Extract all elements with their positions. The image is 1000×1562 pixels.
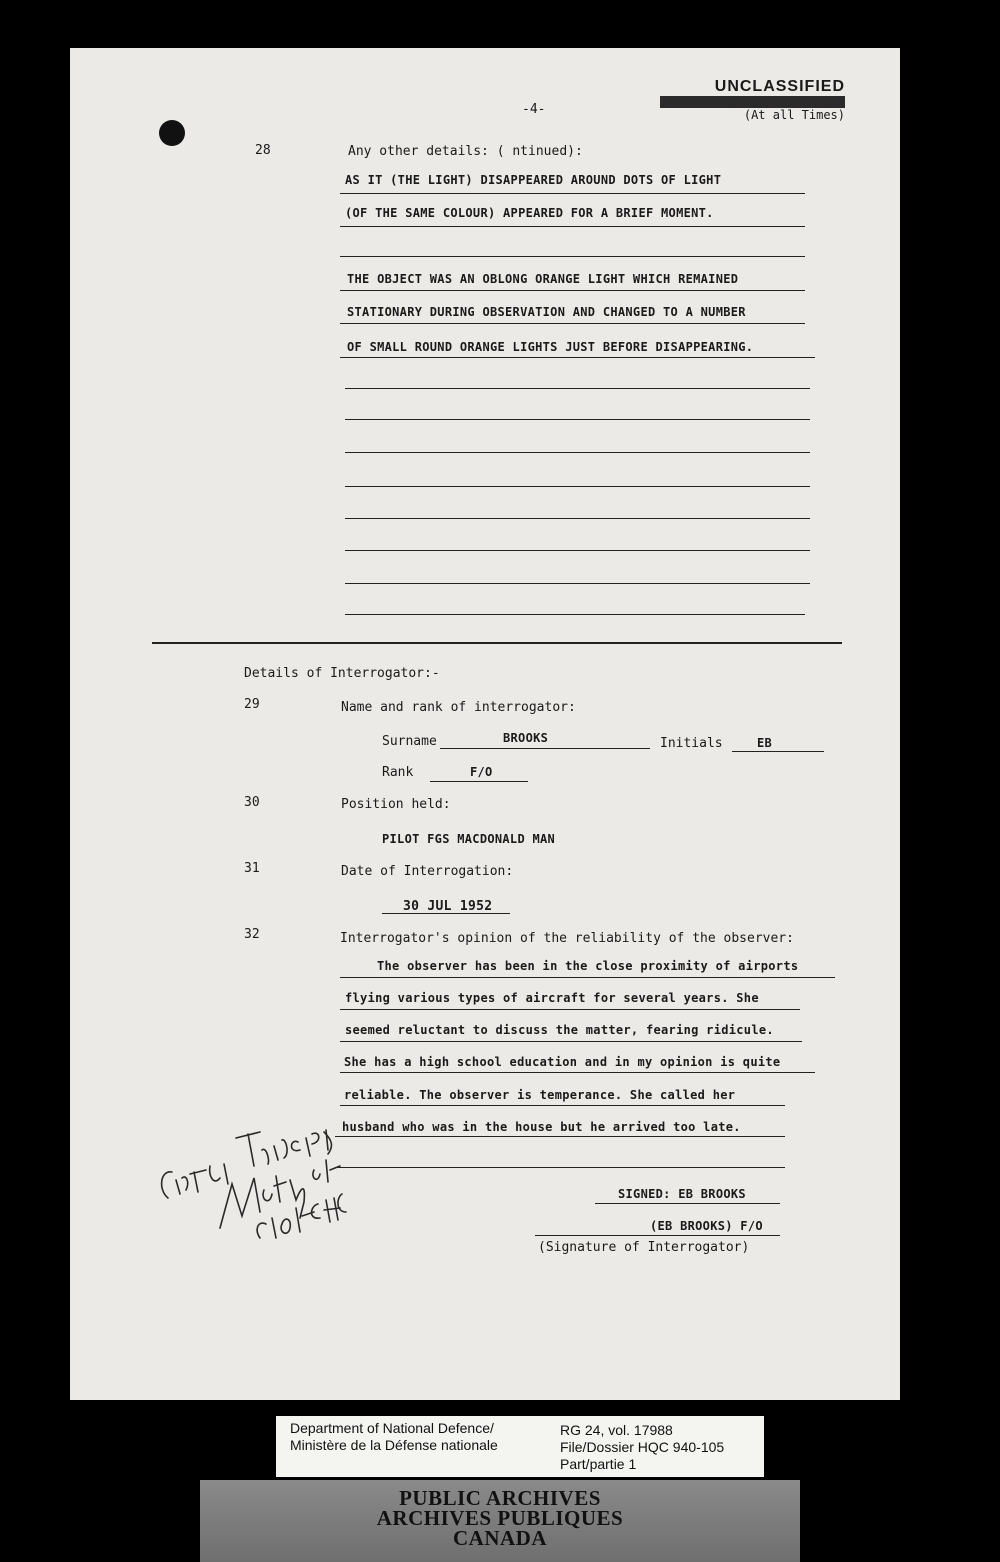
classification-struck: C O N F I D E N T I A L — [660, 96, 845, 108]
item-28-label: Any other details: ( ntinued): — [348, 144, 583, 159]
punch-hole — [159, 120, 185, 146]
item-29-number: 29 — [244, 697, 260, 712]
interrogation-date: 30 JUL 1952 — [403, 899, 493, 914]
classification-label: UNCLASSIFIED — [714, 78, 845, 95]
initials-value: EB — [757, 736, 773, 750]
department-french: Ministère de la Défense nationale — [290, 1437, 498, 1453]
answer-line — [340, 323, 805, 324]
item-31-label: Date of Interrogation: — [341, 864, 514, 879]
printed-name: (EB BROOKS) F/O — [650, 1219, 763, 1233]
answer-line — [340, 290, 805, 291]
page-number: -4- — [522, 102, 546, 117]
initials-label: Initials — [660, 736, 723, 751]
archive-part: Part/partie 1 — [560, 1456, 637, 1472]
opinion-line-6: husband who was in the house but he arrived too late. — [342, 1120, 741, 1134]
stamp-line-1: PUBLIC ARCHIVES — [399, 1486, 601, 1510]
item-32-number: 32 — [244, 927, 260, 942]
item-28-line-1: AS IT (THE LIGHT) DISAPPEARED AROUND DOTS OF LIGHT — [345, 173, 722, 187]
answer-line — [340, 357, 815, 358]
archive-reference-label — [276, 1416, 764, 1477]
initials-line — [732, 751, 824, 752]
answer-line — [340, 226, 805, 227]
stamp-line-3: CANADA — [453, 1526, 547, 1550]
answer-line — [345, 486, 810, 487]
item-28-line-3: THE OBJECT WAS AN OBLONG ORANGE LIGHT WHICH REMAINED — [347, 272, 739, 286]
date-line — [382, 913, 510, 914]
answer-line — [340, 977, 835, 978]
opinion-line-3: seemed reluctant to discuss the matter, fearing ridicule. — [345, 1023, 774, 1037]
archive-record-group: RG 24, vol. 17988 — [560, 1422, 673, 1438]
opinion-line-4: She has a high school education and in my opinion is quite — [344, 1055, 781, 1069]
answer-line — [340, 1072, 815, 1073]
answer-line — [340, 256, 805, 257]
rank-label: Rank — [382, 765, 414, 780]
stamp-line-2: ARCHIVES PUBLIQUES — [376, 1506, 624, 1530]
surname-value: BROOKS — [503, 731, 549, 745]
item-28-number: 28 — [255, 143, 271, 158]
signed-line: SIGNED: EB BROOKS — [618, 1187, 746, 1201]
item-29-label: Name and rank of interrogator: — [341, 700, 576, 715]
answer-line — [340, 1009, 800, 1010]
surname-label: Surname — [382, 734, 437, 749]
item-30-number: 30 — [244, 795, 260, 810]
signed-rule — [595, 1203, 780, 1204]
rank-value: F/O — [470, 765, 493, 779]
item-32-label: Interrogator's opinion of the reliability of the observer: — [340, 931, 794, 946]
item-28-line-5: OF SMALL ROUND ORANGE LIGHTS JUST BEFORE DISAPPEARING. — [347, 340, 754, 354]
signature-rule — [535, 1235, 780, 1236]
opinion-line-5: reliable. The observer is temperance. She called her — [344, 1088, 736, 1102]
answer-line — [345, 518, 810, 519]
public-archives-stamp — [200, 1480, 800, 1562]
archive-file: File/Dossier HQC 940-105 — [560, 1439, 725, 1455]
answer-line — [345, 614, 805, 615]
department-english: Department of National Defence/ — [290, 1420, 494, 1436]
answer-line — [345, 550, 810, 551]
answer-line — [340, 1041, 802, 1042]
opinion-line-2: flying various types of aircraft for several years. She — [345, 991, 759, 1005]
answer-line — [345, 388, 810, 389]
classification-stamp — [640, 78, 845, 122]
item-30-label: Position held: — [341, 797, 451, 812]
opinion-line-1: The observer has been in the close proximity of airports — [377, 959, 799, 973]
answer-line — [340, 193, 805, 194]
item-31-number: 31 — [244, 861, 260, 876]
answer-line — [345, 419, 810, 420]
answer-line — [335, 1167, 785, 1168]
item-28-line-4: STATIONARY DURING OBSERVATION AND CHANGED TO A NUMBER — [347, 305, 746, 319]
answer-line — [335, 1136, 785, 1137]
answer-line — [345, 452, 810, 453]
position-held-value: PILOT FGS MACDONALD MAN — [382, 832, 556, 846]
answer-line — [340, 1105, 785, 1106]
rank-line — [430, 781, 528, 782]
handwritten-certification — [150, 1120, 350, 1250]
signature-caption: (Signature of Interrogator) — [538, 1240, 750, 1255]
item-28-line-2: (OF THE SAME COLOUR) APPEARED FOR A BRIEF MOMENT. — [345, 206, 714, 220]
answer-line — [345, 583, 810, 584]
classification-note: (At all Times) — [743, 108, 845, 122]
section-divider — [152, 642, 842, 644]
surname-line — [440, 748, 650, 749]
interrogator-section-title: Details of Interrogator:- — [244, 666, 440, 681]
